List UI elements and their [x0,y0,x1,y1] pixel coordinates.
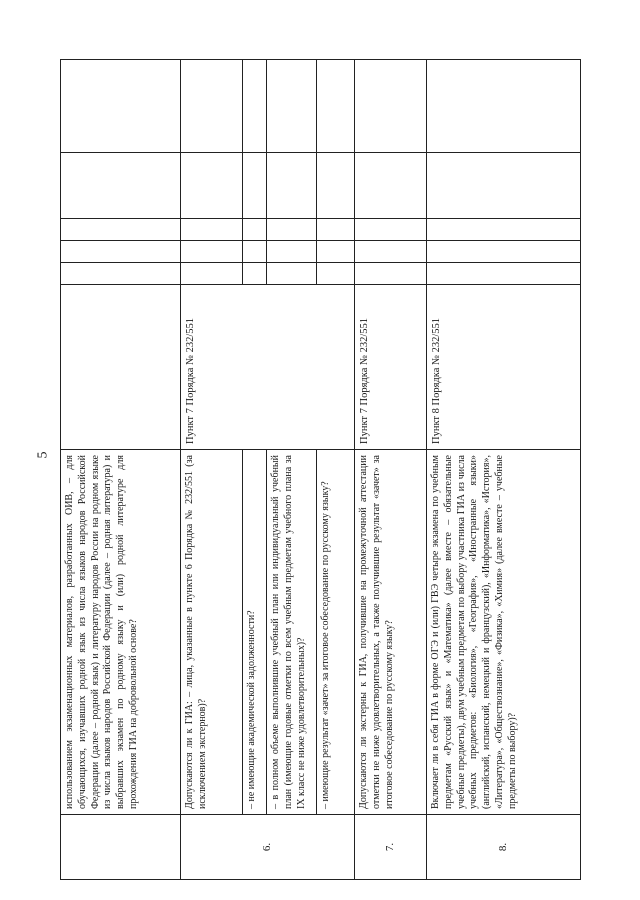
no-cell [243,241,267,263]
note-cell [243,60,267,153]
checklist-table [60,59,581,880]
note-cell [61,60,181,153]
na-cell [427,219,581,241]
table-row [355,60,427,880]
na-cell [61,219,181,241]
no-cell [267,241,317,263]
yes-cell [61,263,181,285]
na-cell [181,219,243,241]
table-row [181,60,243,880]
no-cell [61,241,181,263]
yes-cell [181,263,243,285]
no-cell [317,241,355,263]
yes-cell [317,263,355,285]
yes-cell [355,263,427,285]
no-cell [181,241,243,263]
regulation-reference [61,285,181,450]
row-number [61,815,181,880]
table-row [243,60,267,880]
row-number: 8. [427,815,581,880]
na-cell [243,219,267,241]
yes-cell [243,263,267,285]
no-cell [427,241,581,263]
question-text: – не имеющие академической задолженности? [243,450,267,815]
question-text: – имеющие результат «зачет» за итоговое собеседование по русскому языку? [317,450,355,815]
page-number: 5 [35,451,51,459]
na-cell [317,219,355,241]
note-cell [267,60,317,153]
effort-cell [61,153,181,219]
na-cell [355,219,427,241]
regulation-reference: Пункт 7 Порядка № 232/551 [181,285,355,450]
row-number: 7. [355,815,427,880]
effort-cell [317,153,355,219]
question-text: Допускаются ли к ГИА: – лица, указанные в пункте 6 Порядка № 232/551 (за исключением экстернов)? [181,450,243,815]
table-row [317,60,355,880]
no-cell [355,241,427,263]
note-cell [355,60,427,153]
note-cell [317,60,355,153]
effort-cell [267,153,317,219]
row-number: 6. [181,815,355,880]
table-row [61,60,181,880]
effort-cell [181,153,243,219]
yes-cell [267,263,317,285]
effort-cell [355,153,427,219]
question-text: Включает ли в себя ГИА в форме ОГЭ и (или) ГВЭ четыре экзамена по учебным предметам «Русский язык» и «Математика» (далее вместе – обязательные учебные предметы), двум учебным предметам по выбору участника ГИА из числа учебных предметов: «Биология», «География», «Иностранные языки» (английский, испанский, немецкий и французский), «Информатика», «История», «Литература», «Обществознание», «Физика», «Химия» (далее вместе – учебные предметы по выбору)? [427,450,581,815]
table-row [427,60,581,880]
regulation-reference: Пункт 8 Порядка № 232/551 [427,285,581,450]
question-text: Допускаются ли экстерны к ГИА, получившие на промежуточной аттестации отметки не ниже удовлетворительных, а также получившие результат «зачет» за итоговое собеседование по русскому языку? [355,450,427,815]
table-row [267,60,317,880]
na-cell [267,219,317,241]
yes-cell [427,263,581,285]
effort-cell [427,153,581,219]
note-cell [427,60,581,153]
note-cell [181,60,243,153]
checklist-table-rotated [60,60,580,880]
regulation-reference: Пункт 7 Порядка № 232/551 [355,285,427,450]
question-text: использованием экзаменационных материалов, разработанных ОИВ, – для обучающихся, изучавших родной язык из числа языков народов Российской Федерации (далее – родной язык) и литературу народов России на родном языке из числа языков народов Российской Федерации (далее – родная литература) и выбравших экзамен по родному языку и (или) родной литературе для прохождения ГИА на добровольной основе? [61,450,181,815]
question-text: – в полном объеме выполнившие учебный план или индивидуальный учебный план (имеющие годовые отметки по всем учебным предметам учебного плана за IX класс не ниже удовлетворительных)? [267,450,317,815]
effort-cell [243,153,267,219]
